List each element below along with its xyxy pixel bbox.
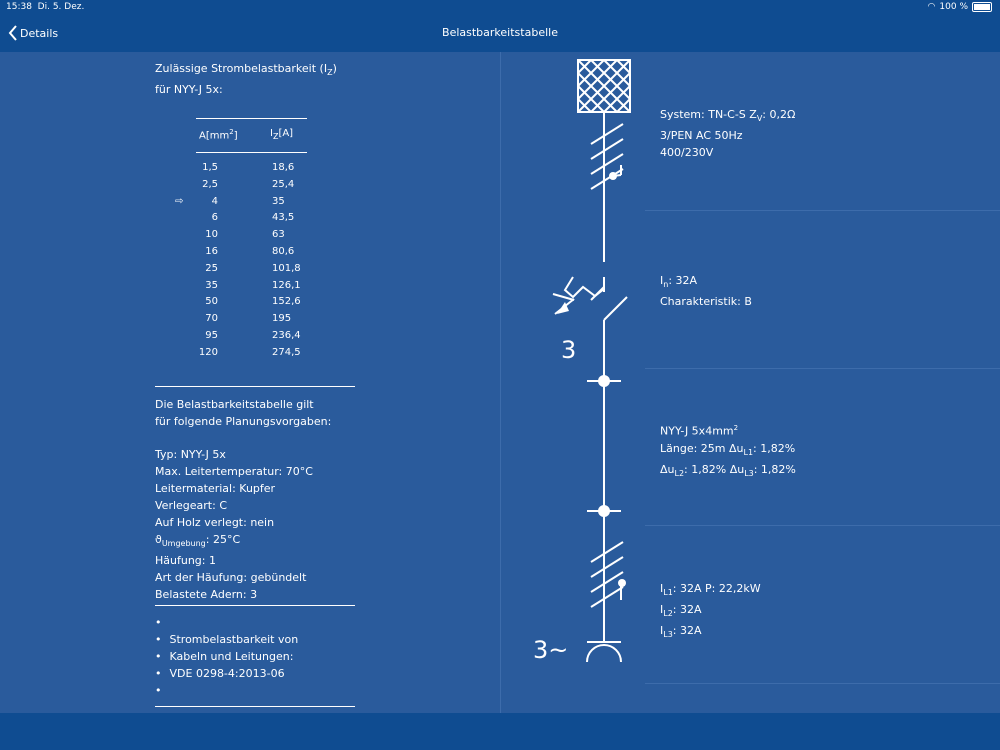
table-row[interactable] bbox=[175, 330, 305, 347]
column-header-area: $A[mm^2]$ bbox=[199, 128, 238, 142]
spec-installation: Verlegeart: C bbox=[155, 499, 227, 512]
cell-current: 25,4 bbox=[272, 178, 295, 190]
list-item: • Kabeln und Leitungen: bbox=[155, 650, 294, 663]
panel-divider bbox=[500, 52, 501, 713]
cell-area: 2,5 bbox=[202, 178, 218, 190]
cell-current: 43,5 bbox=[272, 212, 295, 224]
cell-area: 50 bbox=[205, 296, 218, 308]
row-separator bbox=[645, 525, 1000, 526]
cell-current: 152,6 bbox=[272, 296, 301, 308]
cell-area: 35 bbox=[205, 279, 218, 291]
cell-area: 25 bbox=[205, 262, 218, 274]
load-phase: 3~ bbox=[533, 636, 569, 664]
status-time: 15:38 Di. 5. Dez. bbox=[6, 2, 85, 12]
cell-area: 6 bbox=[211, 212, 218, 224]
table-row[interactable] bbox=[175, 162, 305, 179]
section-rule bbox=[155, 386, 355, 387]
cell-area: 4 bbox=[211, 195, 218, 207]
table-row[interactable] bbox=[175, 313, 305, 330]
table-row[interactable] bbox=[175, 263, 305, 280]
cable-info: NYY-J $5x4mm^2$ Länge: 25m $\Delta u_{L1}$: 1,82% $\Delta u_{L2}$: 1,82% $\Delta u_{L3}$: 1,82% bbox=[660, 424, 796, 479]
supply-contact bbox=[609, 172, 617, 180]
reference-list bbox=[155, 614, 298, 699]
terminal-bottom bbox=[598, 505, 610, 517]
bottom-toolbar bbox=[0, 713, 1000, 750]
cell-current: 35 bbox=[272, 195, 285, 207]
selection-arrow-icon: ⇨ bbox=[175, 195, 184, 207]
table-row[interactable] bbox=[175, 179, 305, 196]
column-header-current: $I_Z[A]$ bbox=[270, 128, 294, 141]
spec-list bbox=[155, 446, 313, 603]
cell-current: 195 bbox=[272, 313, 292, 325]
spec-loaded-cores: Belastete Adern: 3 bbox=[155, 588, 258, 602]
breaker-contact bbox=[604, 297, 627, 320]
battery-label: 100 % bbox=[939, 2, 968, 12]
breaker-poles: 3 bbox=[561, 336, 577, 364]
back-label: Details bbox=[20, 26, 59, 40]
spec-grouping: Häufung: 1 bbox=[155, 554, 216, 568]
cell-current: 236,4 bbox=[272, 330, 301, 341]
spec-ambient: $ϑ_{Umgebung}$: 25°C bbox=[155, 533, 241, 549]
section-rule bbox=[155, 605, 355, 606]
spec-intro: Die Belastbarkeitstabelle gilt für folgende Planungsvorgaben: bbox=[155, 398, 332, 428]
page-title: Belastbarkeitstabelle bbox=[442, 26, 558, 39]
list-item: • bbox=[155, 684, 162, 697]
cell-area: 95 bbox=[205, 330, 218, 341]
table-row[interactable] bbox=[175, 229, 305, 246]
table-rule-top bbox=[196, 118, 307, 119]
wifi-icon: ◠ bbox=[927, 2, 936, 12]
section-rule bbox=[155, 706, 355, 707]
status-bar bbox=[0, 0, 1000, 16]
cell-area: 70 bbox=[205, 313, 218, 325]
status-battery bbox=[928, 2, 992, 12]
breaker-info: $I_n$: 32A Charakteristik: B bbox=[660, 274, 752, 309]
cell-area: 120 bbox=[198, 346, 218, 358]
table-row[interactable] bbox=[175, 296, 305, 313]
spec-material: Leitermaterial: Kupfer bbox=[155, 482, 276, 495]
table-row[interactable] bbox=[175, 246, 305, 263]
cell-current: 80,6 bbox=[272, 246, 295, 257]
cell-current: 101,8 bbox=[272, 262, 301, 274]
cell-area: 1,5 bbox=[202, 162, 218, 173]
row-separator bbox=[645, 683, 1000, 684]
row-separator bbox=[645, 210, 1000, 211]
spec-type: Typ: NYY-J 5x bbox=[155, 448, 226, 461]
table-heading: Zulässige Strombelastbarkeit $(I_Z)$ für NYY-J 5x: bbox=[155, 62, 337, 97]
spec-grouping-type: Art der Häufung: gebündelt bbox=[155, 571, 307, 585]
table-rule-header bbox=[196, 152, 307, 153]
load-info: $I_{L1}$: 32A P: 22,2kW $I_{L2}$: 32A $I_{L3}$: 32A bbox=[660, 582, 761, 640]
cell-area: 16 bbox=[205, 246, 218, 257]
cell-current: 63 bbox=[272, 229, 285, 241]
system-info: System: TN-C-S $Z_V$: 0,2Ω 3/PEN AC 50Hz 400/230V bbox=[660, 108, 796, 160]
spec-temperature: Max. Leitertemperatur: 70°C bbox=[155, 465, 313, 478]
battery-icon bbox=[972, 2, 992, 12]
row-separator bbox=[645, 368, 1000, 369]
list-item: • bbox=[155, 616, 162, 629]
list-item: • VDE 0298-4:2013-06 bbox=[155, 667, 285, 680]
cell-current: 274,5 bbox=[272, 346, 301, 358]
load-contact bbox=[618, 579, 626, 587]
terminal-top bbox=[598, 375, 610, 387]
cell-current: 126,1 bbox=[272, 279, 301, 291]
table-row[interactable] bbox=[175, 212, 305, 229]
table-row-selected[interactable] bbox=[175, 196, 305, 213]
navigation-bar bbox=[0, 16, 1000, 52]
list-item: • Strombelastbarkeit von bbox=[155, 633, 299, 646]
cell-area: 10 bbox=[205, 229, 218, 241]
table-row[interactable] bbox=[175, 280, 305, 297]
table-row[interactable] bbox=[175, 347, 305, 364]
cell-current: 18,6 bbox=[272, 162, 295, 173]
load-symbol bbox=[587, 645, 621, 662]
spec-wood: Auf Holz verlegt: nein bbox=[155, 516, 275, 529]
